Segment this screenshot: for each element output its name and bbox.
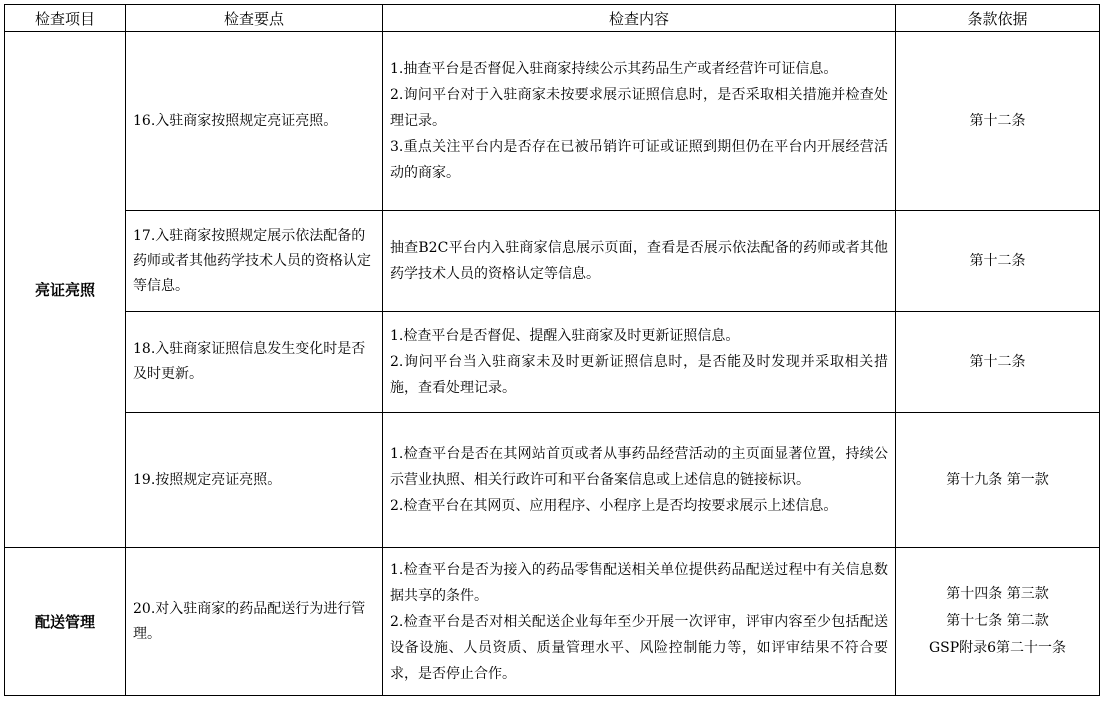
content-line: 1.检查平台是否督促、提醒入驻商家及时更新证照信息。 — [390, 328, 740, 344]
header-row — [5, 5, 1100, 32]
content-line: 1.检查平台是否在其网站首页或者从事药品经营活动的主页面显著位置，持续公示营业执照、相关行政许可和平台备案信息或上述信息的链接标识。 — [390, 446, 888, 488]
content-line: 2.检查平台在其网页、应用程序、小程序上是否均按要求展示上述信息。 — [390, 498, 838, 514]
point-cell: 17.入驻商家按照规定展示依法配备的药师或者其他药学技术人员的资格认定等信息。 — [126, 211, 383, 312]
header-basis: 条款依据 — [896, 5, 1100, 32]
basis-line: 第十二条 — [969, 252, 1026, 269]
content-line: 2.询问平台当入驻商家未及时更新证照信息时，是否能及时发现并采取相关措施，查看处理记录。 — [390, 354, 888, 396]
content-line: 1.检查平台是否为接入的药品零售配送相关单位提供药品配送过程中有关信息数据共享的条件。 — [390, 561, 888, 604]
inspection-table — [4, 4, 1100, 696]
content-line: 1.抽查平台是否督促入驻商家持续公示其药品生产或者经营许可证信息。 — [390, 61, 838, 77]
basis-cell — [896, 211, 1100, 312]
content-line: 3.重点关注平台内是否存在已被吊销许可证或证照到期但仍在平台内开展经营活动的商家。 — [390, 139, 888, 181]
content-line: 2.检查平台是否对相关配送企业每年至少开展一次评审，评审内容至少包括配送设备设施、人员资质、质量管理水平、风险控制能力等，如评审结果不符合要求，是否停止合作。 — [390, 613, 888, 682]
header-point: 检查要点 — [126, 5, 383, 32]
basis-line: 第十二条 — [969, 353, 1026, 370]
content-line: 2.询问平台对于入驻商家未按要求展示证照信息时，是否采取相关措施并检查处理记录。 — [390, 87, 888, 129]
content-cell — [383, 413, 896, 548]
content-line: 抽查B2C平台内入驻商家信息展示页面，查看是否展示依法配备的药师或者其他药学技术人员的资格认定等信息。 — [390, 240, 888, 282]
table-row — [5, 211, 1100, 312]
content-cell — [383, 548, 896, 696]
table-row — [5, 413, 1100, 548]
category-cell: 配送管理 — [5, 548, 126, 696]
category-cell: 亮证亮照 — [5, 32, 126, 548]
basis-cell — [896, 548, 1100, 696]
basis-line: 第十七条 第二款 — [946, 613, 1049, 629]
basis-cell — [896, 312, 1100, 413]
table-row — [5, 548, 1100, 696]
header-category: 检查项目 — [5, 5, 126, 32]
content-cell — [383, 32, 896, 211]
basis-line: 第十九条 第一款 — [946, 471, 1049, 488]
point-cell: 20.对入驻商家的药品配送行为进行管理。 — [126, 548, 383, 696]
basis-cell — [896, 413, 1100, 548]
point-cell: 18.入驻商家证照信息发生变化时是否及时更新。 — [126, 312, 383, 413]
header-content: 检查内容 — [383, 5, 896, 32]
content-cell — [383, 312, 896, 413]
point-cell: 16.入驻商家按照规定亮证亮照。 — [126, 32, 383, 211]
content-cell — [383, 211, 896, 312]
basis-line: 第十四条 第三款 — [946, 586, 1049, 602]
basis-cell — [896, 32, 1100, 211]
table-row — [5, 312, 1100, 413]
point-cell: 19.按照规定亮证亮照。 — [126, 413, 383, 548]
basis-line: 第十二条 — [969, 112, 1026, 129]
table-row — [5, 32, 1100, 211]
basis-line: GSP附录6第二十一条 — [928, 640, 1067, 656]
